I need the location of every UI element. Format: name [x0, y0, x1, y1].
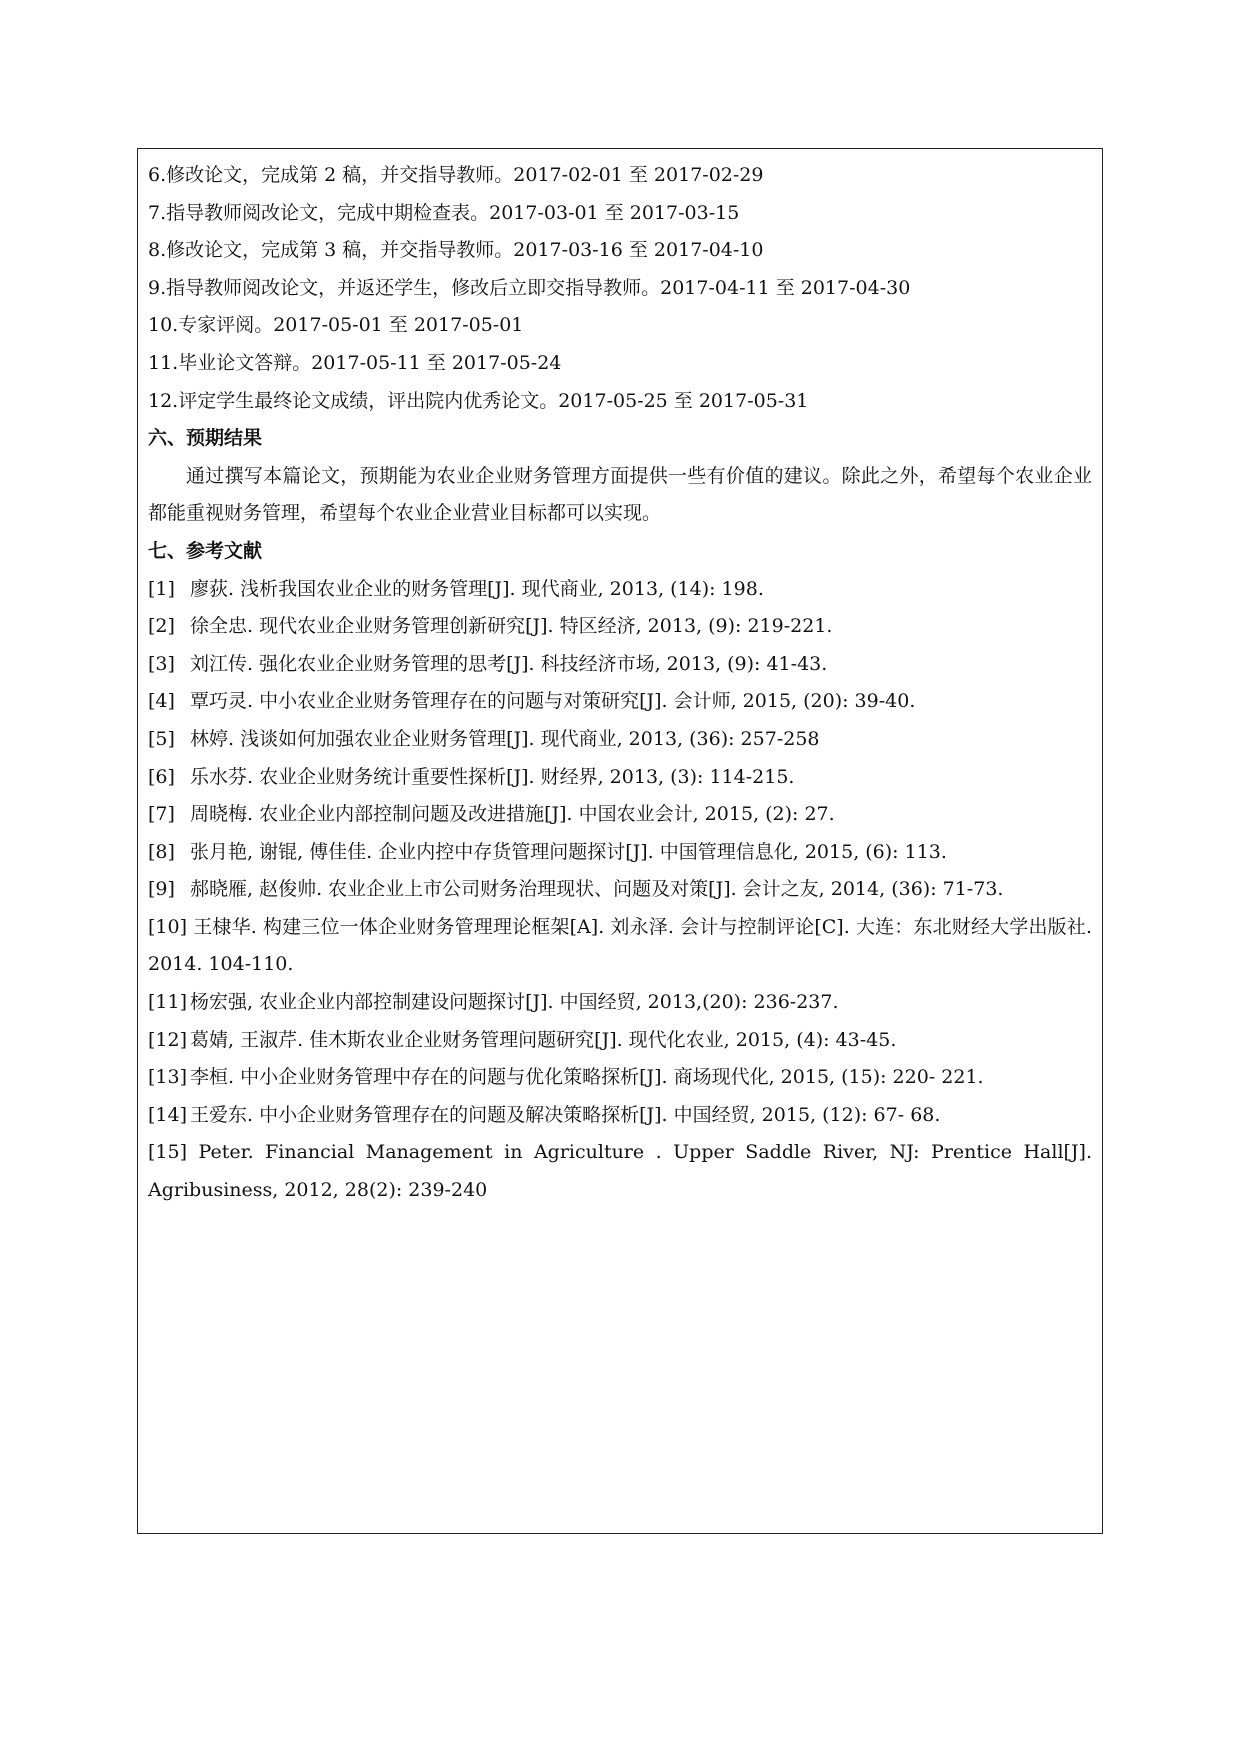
reference-text: 乐水芬. 农业企业财务统计重要性探析[J]. 财经界, 2013, (3): 114-215. — [190, 765, 795, 788]
reference-text: 王爱东. 中小企业财务管理存在的问题及解决策略探析[J]. 中国经贸, 2015, (12): 67- 68. — [190, 1103, 941, 1126]
reference-item — [148, 759, 1092, 797]
expected-results-text: 通过撰写本篇论文，预期能为农业企业财务管理方面提供一些有价值的建议。除此之外，希望每个农业企业都能重视财务管理，希望每个农业企业营业目标都可以实现。 — [148, 464, 1092, 525]
reference-text: 刘江传. 强化农业企业财务管理的思考[J]. 科技经济市场, 2013, (9): 41-43. — [190, 652, 828, 675]
reference-text: Peter. Financial Management in Agriculture . Upper Saddle River, NJ: Prentice Hall[J]. Agribusiness, 2012, 28(2): 239-240 — [148, 1141, 1092, 1202]
reference-number: [1] — [148, 577, 175, 600]
reference-text: 廖荻. 浅析我国农业企业的财务管理[J]. 现代商业, 2013, (14): 198. — [190, 577, 764, 600]
reference-item — [148, 1134, 1092, 1209]
schedule-item: 12.评定学生最终论文成绩，评出院内优秀论文。2017-05-25 至 2017-05-31 — [148, 389, 809, 412]
schedule-item: 11.毕业论文答辩。2017-05-11 至 2017-05-24 — [148, 351, 562, 374]
reference-item — [148, 1059, 1092, 1097]
reference-number: [5] — [148, 727, 175, 750]
reference-number: [6] — [148, 765, 175, 788]
reference-text: 郝晓雁, 赵俊帅. 农业企业上市公司财务治理现状、问题及对策[J]. 会计之友, 2014, (36): 71-73. — [190, 878, 1004, 901]
reference-item — [148, 1097, 1092, 1135]
reference-text: 林婷. 浅谈如何加强农业企业财务管理[J]. 现代商业, 2013, (36): 257-258 — [190, 727, 820, 750]
reference-number: [13] — [148, 1066, 188, 1089]
reference-number: [7] — [148, 803, 175, 826]
reference-number: [3] — [148, 652, 175, 675]
reference-item — [148, 796, 1092, 834]
reference-item — [148, 646, 1092, 684]
reference-text: 徐全忠. 现代农业企业财务管理创新研究[J]. 特区经济, 2013, (9): 219-221. — [190, 615, 833, 638]
document-content — [148, 157, 1092, 1210]
reference-text: 张月艳, 谢锟, 傅佳佳. 企业内控中存货管理问题探讨[J]. 中国管理信息化, 2015, (6): 113. — [190, 840, 947, 863]
reference-number: [9] — [148, 878, 175, 901]
reference-text: 周晓梅. 农业企业内部控制问题及改进措施[J]. 中国农业会计, 2015, (2): 27. — [190, 803, 835, 826]
reference-text: 葛婧, 王淑芹. 佳木斯农业企业财务管理问题研究[J]. 现代化农业, 2015, (4): 43-45. — [190, 1028, 897, 1051]
reference-text: 王棣华. 构建三位一体企业财务管理理论框架[A]. 刘永泽. 会计与控制评论[C]. 大连：东北财经大学出版社. 2014. 104-110. — [148, 915, 1092, 976]
reference-item — [148, 984, 1092, 1022]
reference-number: [15] — [148, 1141, 188, 1164]
reference-item — [148, 834, 1092, 872]
reference-number: [14] — [148, 1103, 188, 1126]
schedule-item: 6.修改论文，完成第 2 稿，并交指导教师。2017-02-01 至 2017-02-29 — [148, 164, 764, 186]
reference-item — [148, 683, 1092, 721]
reference-item — [148, 721, 1092, 759]
schedule-item: 7.指导教师阅改论文，完成中期检查表。2017-03-01 至 2017-03-15 — [148, 201, 740, 224]
reference-item — [148, 871, 1092, 909]
schedule-item: 9.指导教师阅改论文，并返还学生，修改后立即交指导教师。2017-04-11 至 2017-04-30 — [148, 276, 911, 299]
reference-number: [2] — [148, 615, 175, 638]
reference-number: [4] — [148, 690, 175, 713]
reference-number: [11] — [148, 991, 188, 1014]
reference-item — [148, 571, 1092, 609]
references-heading: 七、参考文献 — [148, 539, 263, 562]
reference-number: [8] — [148, 840, 175, 863]
reference-number: [12] — [148, 1028, 188, 1051]
reference-text: 覃巧灵. 中小农业企业财务管理存在的问题与对策研究[J]. 会计师, 2015, (20): 39-40. — [190, 690, 916, 713]
schedule-item: 8.修改论文，完成第 3 稿，并交指导教师。2017-03-16 至 2017-04-10 — [148, 239, 764, 262]
reference-item — [148, 909, 1092, 984]
reference-text: 杨宏强, 农业企业内部控制建设问题探讨[J]. 中国经贸, 2013,(20): 236-237. — [190, 991, 839, 1014]
document-frame — [137, 148, 1103, 1534]
reference-text: 李桓. 中小企业财务管理中存在的问题与优化策略探析[J]. 商场现代化, 2015, (15): 220- 221. — [190, 1066, 984, 1089]
expected-results-heading: 六、预期结果 — [148, 427, 263, 450]
reference-item — [148, 608, 1092, 646]
reference-number: [10] — [148, 915, 188, 938]
schedule-item: 10.专家评阅。2017-05-01 至 2017-05-01 — [148, 314, 524, 337]
reference-item — [148, 1022, 1092, 1060]
